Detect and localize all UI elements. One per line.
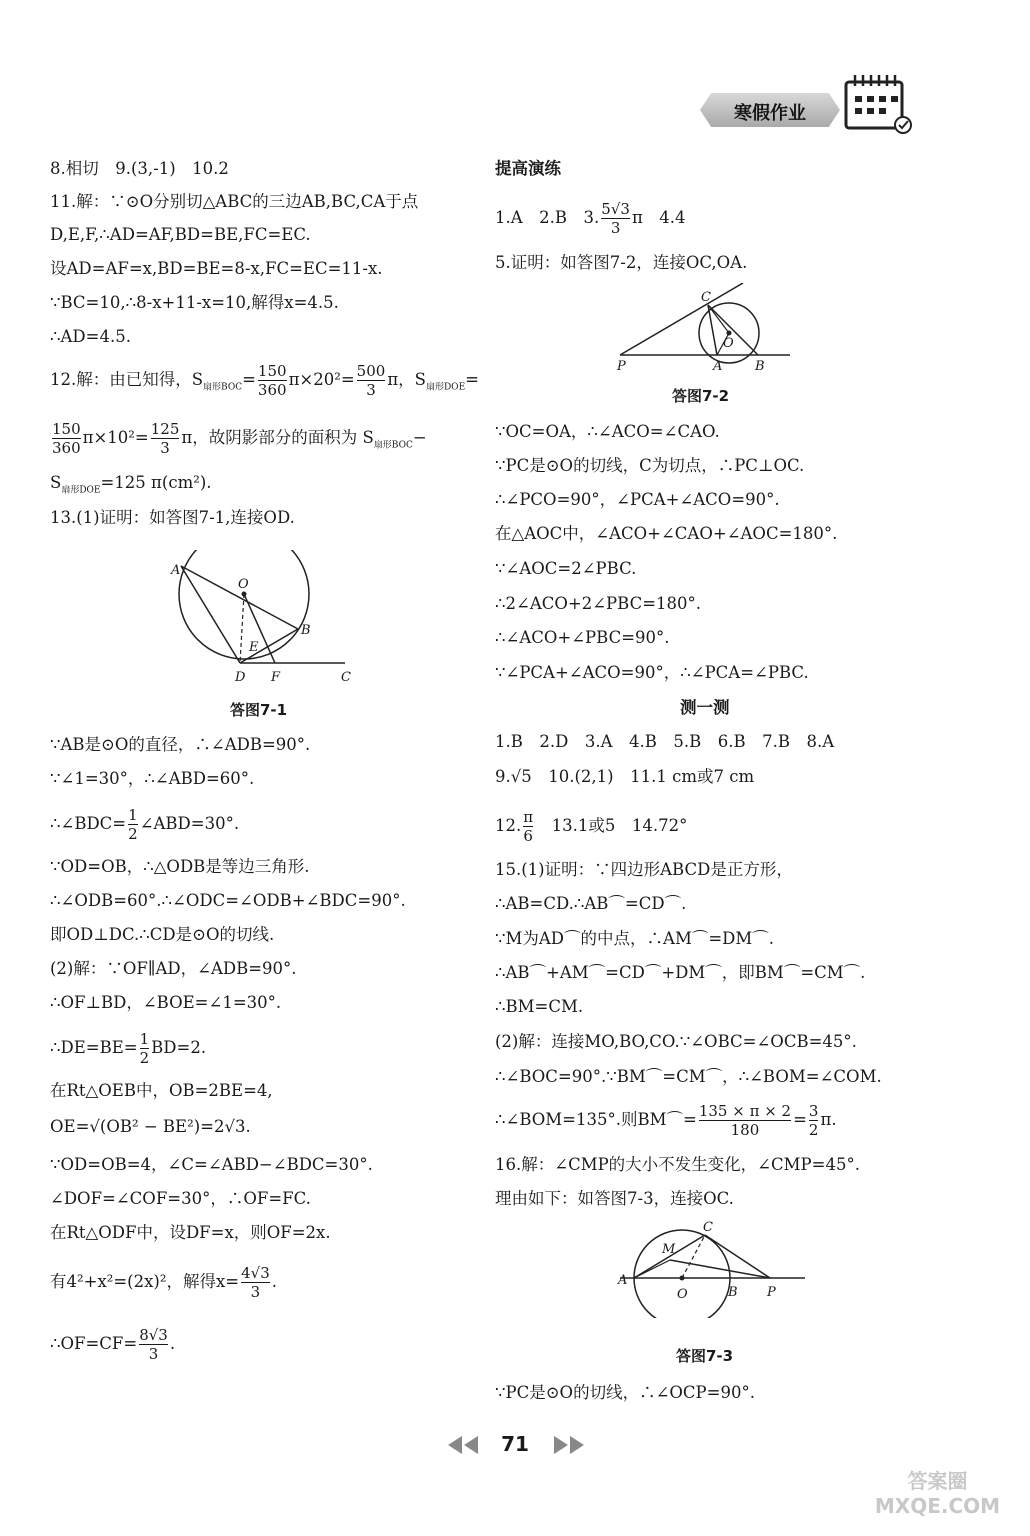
fig3-label-O: O [677,1287,688,1302]
figure-7-2-caption: 答图7-2 [672,387,730,405]
q13-a10: 在Rt△OEB中，OB=2BE=4, [50,1081,273,1100]
r-q15-line6: (2)解：连接MO,BO,CO.∵∠OBC=∠OCB=45°. [495,1032,857,1051]
q13-a5: ∴∠ODB=60°.∴∠ODC=∠ODB+∠BDC=90°. [50,891,406,910]
fig2-label-P: P [617,359,626,373]
q13-a15: 有4²+x²=(2x)²，解得x= $\frac{4√3}{3}$ . [50,1264,278,1301]
r-test-answers-1-8: 1.B 2.D 3.A 4.B 5.B 6.B 7.B 8.A [495,732,835,751]
r-q15-line8: ∴∠BOM=135°.则BM⌒= $\frac{135 \times \pi \times 2}{180}$ = $\frac{3}{2}$ π. [495,1102,837,1139]
r-test-answers-9-11: 9.√5 10.(2,1) 11.1 cm或7 cm [495,767,755,786]
fig1-label-D: D [235,670,246,685]
fig1-label-E: E [249,640,259,655]
q13-a11: OE=√(OB² − BE²)=2√3. [50,1117,251,1136]
r-q5-line3: ∵PC是⊙O的切线，C为切点，∴PC⊥OC. [495,456,805,475]
q13-a6: 即OD⊥DC.∴CD是⊙O的切线. [50,925,275,944]
r-q5-line2: ∵OC=OA，∴∠ACO=∠CAO. [495,422,720,441]
fig3-label-C: C [703,1220,713,1235]
r-q16-line2: 理由如下：如答图7-3，连接OC. [495,1189,734,1208]
q13-a7: (2)解：∵OF∥AD，∠ADB=90°. [50,959,297,978]
q13-a16: ∴OF=CF= $\frac{8√3}{3}$ . [50,1326,176,1363]
q13-a8: ∴OF⊥BD，∠BOE=∠1=30°. [50,993,282,1012]
q11-line4: ∵BC=10,∴8-x+11-x=10,解得x=4.5. [50,293,339,312]
figure-7-3-caption: 答图7-3 [676,1347,734,1365]
r-test-answers-12-14: 12. $\frac{\pi}{6}$ 13.1或5 14.72° [495,808,688,845]
q11-line1: 11.解：∵⊙O分别切△ABC的三边AB,BC,CA于点 [50,192,419,211]
section-title-practice: 提高演练 [495,159,561,178]
r-q15-line5: ∴BM=CM. [495,997,584,1016]
q13-line1: 13.(1)证明：如答图7-1,连接OD. [50,508,295,527]
r-q15-line1: 15.(1)证明：∵四边形ABCD是正方形， [495,860,793,879]
q13-a2: ∵∠1=30°，∴∠ABD=60°. [50,769,255,788]
fig1-label-F: F [271,670,281,685]
q13-a13: ∠DOF=∠COF=30°，∴OF=FC. [50,1189,311,1208]
r-q5-line6: ∵∠AOC=2∠PBC. [495,559,637,578]
fig3-label-P: P [767,1285,776,1300]
r-q15-line4: ∴AB⌒+AM⌒=CD⌒+DM⌒，即BM⌒=CM⌒. [495,963,866,982]
q12-line3: $S_{扇形DOE}=125$ π(cm²). [50,473,212,496]
figure-7-2 [615,283,795,373]
fig3-label-A: A [618,1273,628,1288]
fig1-label-C: C [341,670,351,685]
calendar-check-icon [843,72,915,136]
fig2-label-O: O [723,336,734,351]
q13-a14: 在Rt△ODF中，设DF=x，则OF=2x. [50,1223,331,1242]
r-q5-line7: ∴2∠ACO+2∠PBC=180°. [495,594,702,613]
r-q5-line9: ∵∠PCA+∠ACO=90°，∴∠PCA=∠PBC. [495,663,809,682]
r-answers-1-4: 1.A 2.B 3. $\frac{5√3}{3}$ π 4.4 [495,200,686,237]
next-page-arrows-icon [552,1434,588,1456]
r-q5-line1: 5.证明：如答图7-2，连接OC,OA. [495,253,748,272]
q11-line5: ∴AD=4.5. [50,327,131,346]
fig2-label-B: B [755,359,765,373]
fig1-label-O: O [238,577,249,592]
r-q16-line1: 16.解：∠CMP的大小不发生变化，∠CMP=45°. [495,1155,860,1174]
q13-a4: ∵OD=OB，∴△ODB是等边三角形. [50,857,310,876]
answer-8-10: 8.相切 9.(3,-1) 10.2 [50,159,229,178]
q11-line2: D,E,F,∴AD=AF,BD=BE,FC=EC. [50,225,311,244]
fig2-label-A: A [713,359,723,373]
fig1-label-A: A [171,563,181,578]
fig3-label-B: B [728,1285,738,1300]
r-q15-line2: ∴AB=CD.∴AB⌒=CD⌒. [495,894,687,913]
q12-line1: 12.解：由已知得，$S_{扇形BOC}=$ $\frac{150}{360}$ π×20²= $\frac{500}{3}$ π，$S_{扇形DOE}=$ [50,362,479,399]
q12-line2: $\frac{150}{360}$ π×10²= $\frac{125}{3}$ π，故阴影部分的面积为 $S_{扇形BOC}-$ [52,420,427,457]
figure-7-3 [615,1218,810,1318]
r-q5-line8: ∴∠ACO+∠PBC=90°. [495,628,670,647]
header-badge-title: 寒假作业 [734,103,806,124]
fig1-label-B: B [301,623,311,638]
q13-a9: ∴DE=BE= $\frac{1}{2}$ BD=2. [50,1030,207,1067]
r-q5-line5: 在△AOC中，∠ACO+∠CAO+∠AOC=180°. [495,524,838,543]
section-title-test: 测一测 [680,698,730,717]
r-q15-line3: ∵M为AD⌒的中点，∴AM⌒=DM⌒. [495,929,775,948]
r-q16-line3: ∵PC是⊙O的切线，∴∠OCP=90°. [495,1383,755,1402]
r-q5-line4: ∴∠PCO=90°，∠PCA+∠ACO=90°. [495,490,780,509]
figure-7-1 [165,550,365,688]
q13-a3: ∴∠BDC= $\frac{1}{2}$ ∠ABD=30°. [50,806,240,843]
q13-a1: ∵AB是⊙O的直径，∴∠ADB=90°. [50,735,311,754]
r-q15-line7: ∴∠BOC=90°.∵BM⌒=CM⌒，∴∠BOM=∠COM. [495,1067,882,1086]
fig2-label-C: C [701,290,711,305]
watermark: 答案圈 MXQE.COM [874,1469,1001,1518]
page-number: 71 [501,1432,529,1456]
figure-7-1-caption: 答图7-1 [230,701,288,719]
q11-line3: 设AD=AF=x,BD=BE=8-x,FC=EC=11-x. [50,259,383,278]
fig3-label-M: M [662,1242,676,1257]
q13-a12: ∵OD=OB=4，∠C=∠ABD−∠BDC=30°. [50,1155,373,1174]
